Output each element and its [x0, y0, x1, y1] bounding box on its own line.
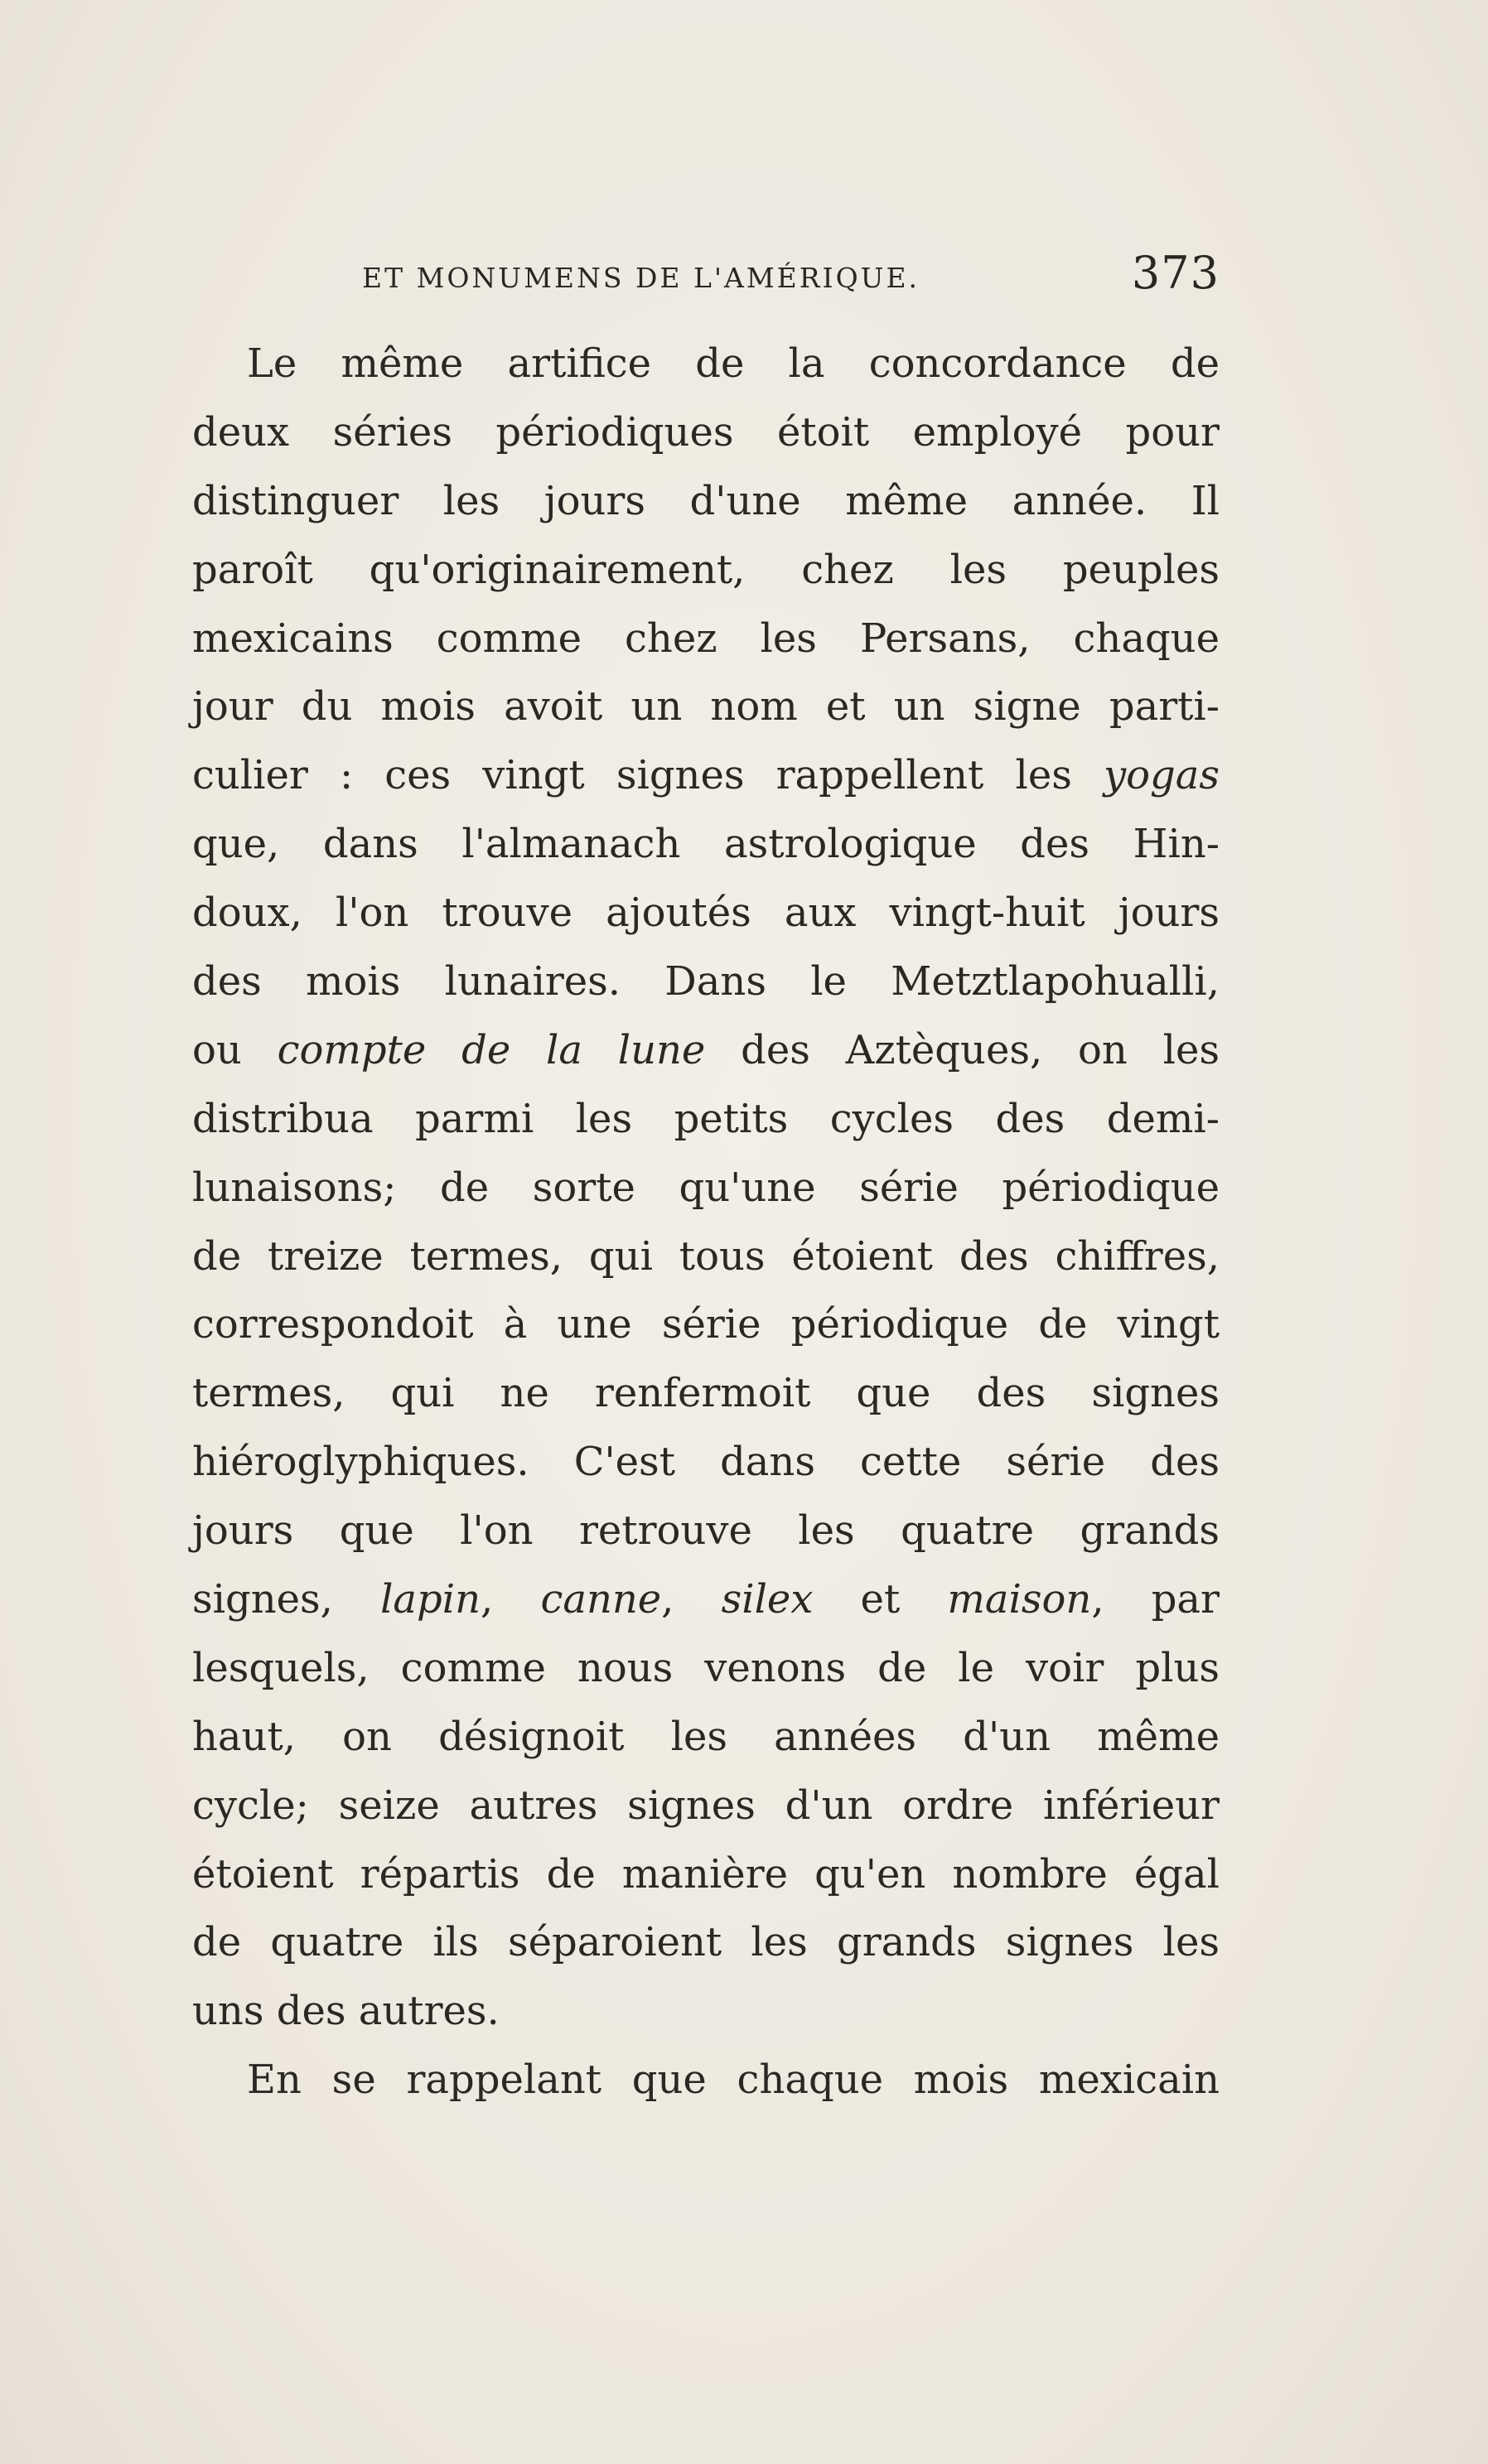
- italic-term: maison: [947, 1576, 1092, 1623]
- text-line: correspondoit à une série périodique de vingt: [192, 1301, 1220, 1348]
- page-number: 373: [1131, 247, 1220, 299]
- text-line: termes, qui ne renfermoit que des signes: [192, 1370, 1220, 1417]
- text-line: des mois lunaires. Dans le Metztlapohualli,: [192, 958, 1220, 1005]
- text-line: deux séries périodiques étoit employé pour: [192, 408, 1220, 456]
- text-line: distinguer les jours d'une même année. Il: [192, 477, 1220, 524]
- text-line: En se rappelant que chaque mois mexicain: [247, 2057, 1220, 2104]
- italic-term: silex: [721, 1576, 814, 1623]
- text-line: cycle; seize autres signes d'un ordre inférieur: [192, 1782, 1220, 1829]
- italic-term: lapin: [380, 1576, 481, 1623]
- text-line: Le même artifice de la concordance de: [247, 340, 1220, 387]
- text-line: paroît qu'originairement, chez les peuples: [192, 546, 1220, 593]
- text-line: distribua parmi les petits cycles des demi-: [192, 1095, 1220, 1142]
- body-text: [192, 330, 1220, 2114]
- running-header: [192, 247, 1220, 313]
- text-line: de quatre ils séparoient les grands signes les: [192, 1919, 1220, 1966]
- text-line: uns des autres.: [192, 1988, 500, 2035]
- text-line: étoient répartis de manière qu'en nombre égal: [192, 1850, 1220, 1897]
- italic-term: compte de la lune: [277, 1026, 706, 1073]
- text-line: doux, l'on trouve ajoutés aux vingt-huit jours: [192, 890, 1220, 937]
- italic-term: yogas: [1104, 752, 1220, 799]
- text-line: lunaisons; de sorte qu'une série périodique: [192, 1164, 1220, 1211]
- text-line: lesquels, comme nous venons de le voir plus: [192, 1644, 1220, 1691]
- text-line: que, dans l'almanach astrologique des Hin-: [192, 821, 1220, 868]
- text-line: de treize termes, qui tous étoient des chiffres,: [192, 1232, 1220, 1280]
- text-line: haut, on désignoit les années d'un même: [192, 1713, 1220, 1760]
- text-line: jours que l'on retrouve les quatre grands: [192, 1507, 1220, 1555]
- text-line: signes, lapin, canne, silex et maison, par: [192, 1576, 1220, 1623]
- text-line: culier : ces vingt signes rappellent les yogas: [192, 752, 1220, 799]
- text-line: jour du mois avoit un nom et un signe parti-: [192, 683, 1220, 731]
- text-line: hiéroglyphiques. C'est dans cette série des: [192, 1439, 1220, 1486]
- text-line: mexicains comme chez les Persans, chaque: [192, 615, 1220, 662]
- text-line: ou compte de la lune des Aztèques, on les: [192, 1026, 1220, 1073]
- italic-term: canne: [540, 1576, 662, 1623]
- running-title: ET MONUMENS DE L'AMÉRIQUE.: [362, 262, 920, 294]
